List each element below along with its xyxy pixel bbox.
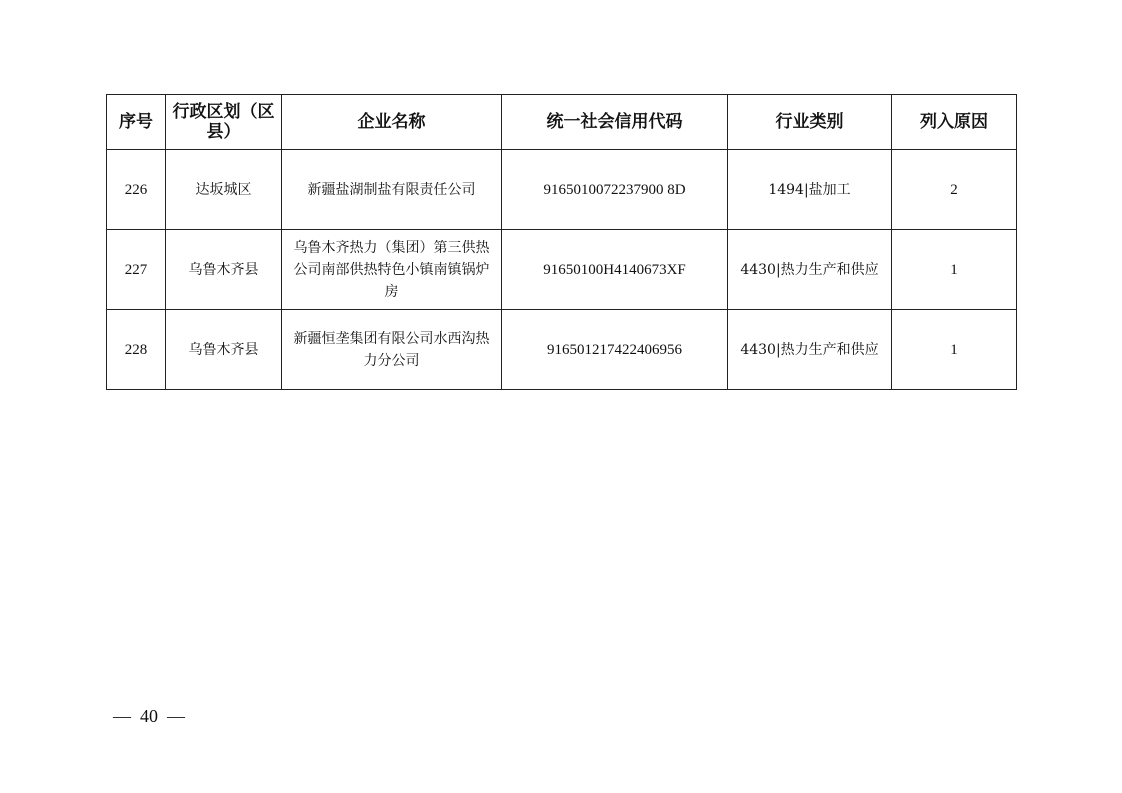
cell-reason: 1 — [892, 310, 1017, 390]
cell-reason: 2 — [892, 150, 1017, 230]
cell-district: 乌鲁木齐县 — [166, 310, 282, 390]
cell-industry: 1494|盐加工 — [728, 150, 892, 230]
cell-index: 228 — [107, 310, 166, 390]
page-number: — 40 — — [113, 706, 185, 726]
cell-industry: 4430|热力生产和供应 — [728, 310, 892, 390]
cell-credit-code: 916501217422406956 — [502, 310, 728, 390]
table-header-row — [107, 95, 1017, 150]
table-row — [107, 230, 1017, 310]
cell-reason: 1 — [892, 230, 1017, 310]
table-row — [107, 310, 1017, 390]
enterprise-table — [106, 94, 1017, 390]
header-company: 企业名称 — [282, 95, 502, 150]
cell-company: 乌鲁木齐热力（集团）第三供热公司南部供热特色小镇南镇锅炉房 — [282, 230, 502, 310]
cell-company: 新疆盐湖制盐有限责任公司 — [282, 150, 502, 230]
header-credit-code: 统一社会信用代码 — [502, 95, 728, 150]
cell-credit-code: 9165010072237900 8D — [502, 150, 728, 230]
cell-district: 达坂城区 — [166, 150, 282, 230]
cell-company: 新疆恒垄集团有限公司水西沟热力分公司 — [282, 310, 502, 390]
header-industry: 行业类别 — [728, 95, 892, 150]
header-district: 行政区划（区县） — [166, 95, 282, 150]
header-reason: 列入原因 — [892, 95, 1017, 150]
table-row — [107, 150, 1017, 230]
cell-index: 227 — [107, 230, 166, 310]
header-index: 序号 — [107, 95, 166, 150]
cell-district: 乌鲁木齐县 — [166, 230, 282, 310]
cell-industry: 4430|热力生产和供应 — [728, 230, 892, 310]
cell-index: 226 — [107, 150, 166, 230]
cell-credit-code: 91650100H4140673XF — [502, 230, 728, 310]
